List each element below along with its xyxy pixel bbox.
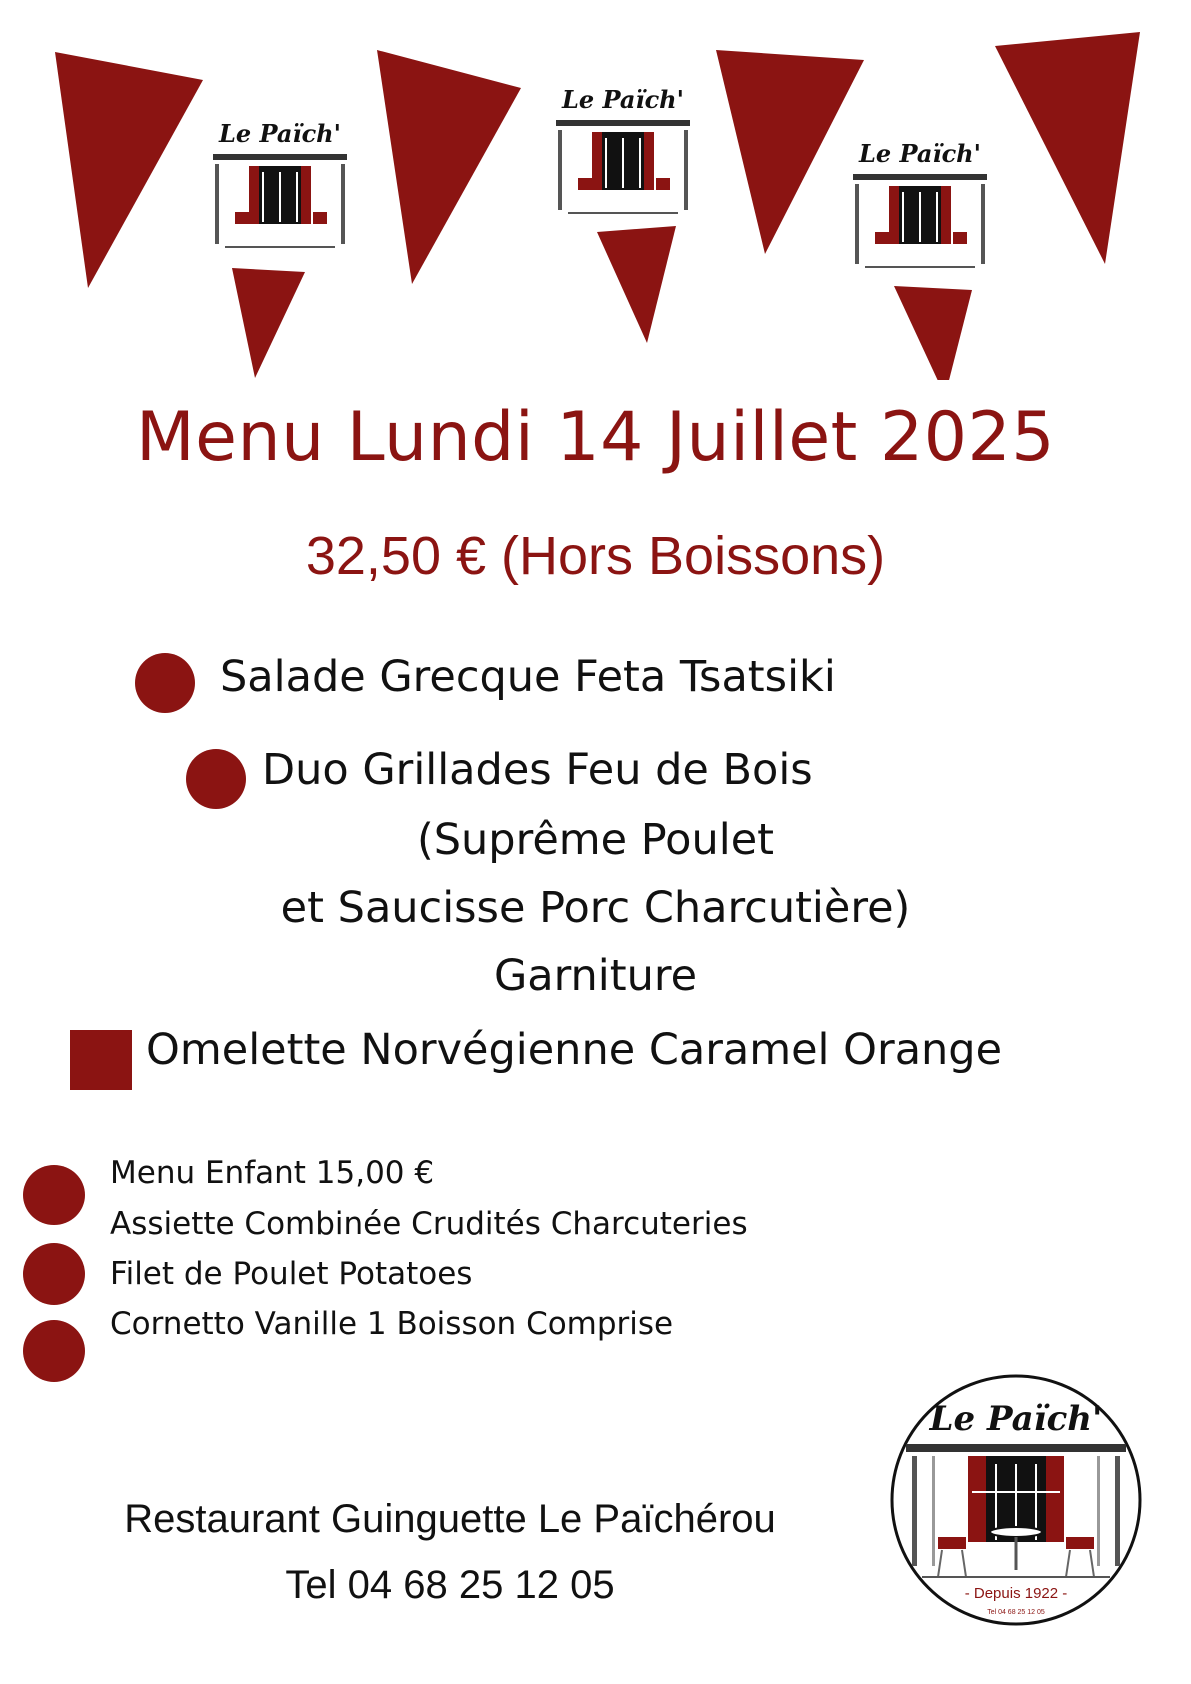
kids-menu-item: Filet de Poulet Potatoes bbox=[110, 1256, 473, 1292]
pennant-flag bbox=[55, 52, 203, 288]
course-main-side: Garniture bbox=[493, 951, 698, 1001]
bunting-logo-text: Le Païch' bbox=[219, 119, 341, 148]
logo-name: Le Païch' bbox=[929, 1399, 1103, 1439]
bunting-logo-text: Le Païch' bbox=[859, 139, 981, 168]
course-main-detail: et Saucisse Porc Charcutière) bbox=[280, 883, 911, 933]
kids-menu-item: Assiette Combinée Crudités Charcuteries bbox=[110, 1206, 748, 1242]
menu-price: 32,50 € (Hors Boissons) bbox=[305, 526, 886, 586]
restaurant-logo bbox=[886, 1372, 1146, 1628]
restaurant-name: Restaurant Guinguette Le Païchérou bbox=[124, 1497, 776, 1541]
bullet-circle bbox=[135, 653, 195, 713]
bunting-logo bbox=[548, 78, 698, 228]
bullet-circle bbox=[23, 1165, 85, 1225]
course-dessert: Omelette Norvégienne Caramel Orange bbox=[146, 1025, 1003, 1075]
pennant-flag bbox=[995, 32, 1140, 264]
bullet-square bbox=[70, 1030, 132, 1090]
logo-since: - Depuis 1922 - bbox=[964, 1585, 1068, 1602]
pennant-flag bbox=[232, 268, 305, 378]
kids-menu-title: Menu Enfant 15,00 € bbox=[110, 1155, 435, 1191]
pennant-flag bbox=[377, 50, 521, 284]
pennant-flag bbox=[894, 286, 972, 380]
pennant-flag bbox=[597, 226, 676, 343]
bunting-logo bbox=[205, 112, 355, 262]
bullet-circle bbox=[186, 749, 246, 809]
logo-phone: Tel 04 68 25 12 05 bbox=[987, 1609, 1045, 1616]
menu-title: Menu Lundi 14 Juillet 2025 bbox=[135, 398, 1055, 477]
course-main-detail: (Suprême Poulet bbox=[416, 815, 775, 865]
restaurant-phone: Tel 04 68 25 12 05 bbox=[285, 1563, 615, 1607]
course-main: Duo Grillades Feu de Bois bbox=[262, 745, 813, 795]
bullet-circle bbox=[23, 1320, 85, 1382]
pennant-flag bbox=[716, 50, 864, 254]
kids-menu-item: Cornetto Vanille 1 Boisson Comprise bbox=[110, 1306, 674, 1342]
bunting-logo bbox=[845, 132, 995, 282]
course-starter: Salade Grecque Feta Tsatsiki bbox=[220, 652, 836, 702]
bullet-circle bbox=[23, 1243, 85, 1305]
bunting-logo-text: Le Païch' bbox=[562, 85, 684, 114]
